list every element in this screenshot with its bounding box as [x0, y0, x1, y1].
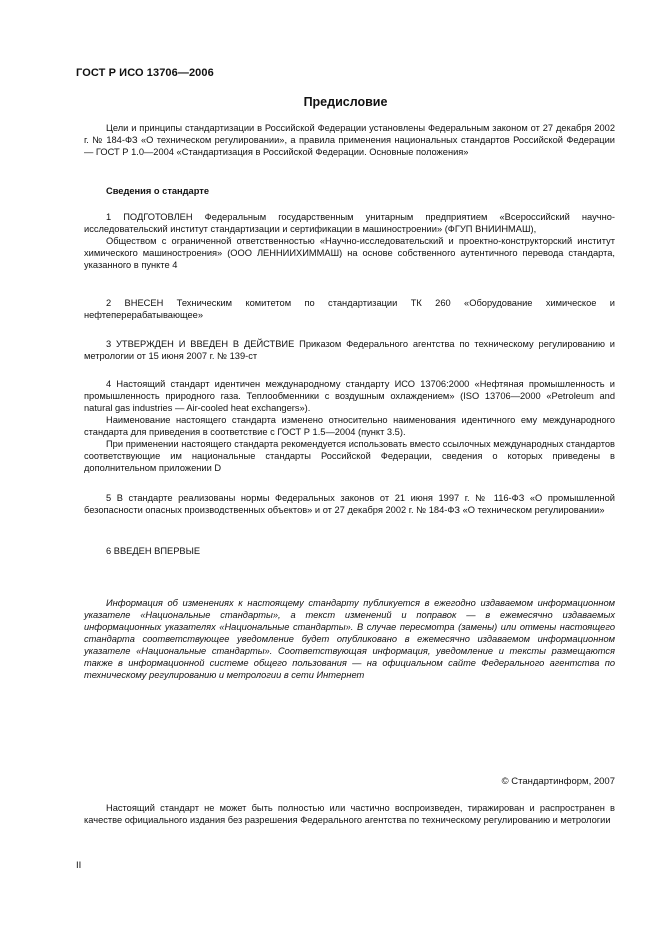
item-4-text: 4 Настоящий стандарт идентичен международному стандарту ИСО 13706:2000 «Нефтяная промышленность и промышленность природного газа. Теплообменники с воздушным охлаждением» (ISO 13706—2000 «Petroleum and natural gas industries — Air-cooled heat exchangers»).: [84, 379, 615, 413]
item-3-text: 3 УТВЕРЖДЕН И ВВЕДЕН В ДЕЙСТВИЕ Приказом Федерального агентства по техническому регулированию и метрологии от 15 июня 2007 г. № 139-ст: [84, 339, 615, 361]
item-5-text: 5 В стандарте реализованы нормы Федеральных законов от 21 июня 1997 г. № 116-ФЗ «О промышленной безопасности опасных производственных объектов» и от 27 декабря 2002 г. № 184-ФЗ «О техническом регулировании»: [84, 493, 615, 515]
item-2-text: 2 ВНЕСЕН Техническим комитетом по стандартизации ТК 260 «Оборудование химическое и нефтеперерабатывающее»: [84, 298, 615, 320]
item-3: [84, 338, 615, 362]
item-4-references-note: При применении настоящего стандарта рекомендуется использовать вместо ссылочных международных стандартов соответствующие им национальные стандарты Российской Федерации, сведения о которых приведены в дополнительном приложении D: [84, 439, 615, 473]
page-title: [0, 95, 661, 109]
copyright: © Стандартинформ, 2007: [501, 776, 615, 787]
page-title-text: Предисловие: [303, 95, 388, 109]
intro-paragraph: [84, 122, 615, 158]
page-number: II: [76, 860, 82, 871]
item-6: [84, 545, 615, 557]
item-4-name-note: Наименование настоящего стандарта изменено относительно наименования идентичного ему международного стандарта для приведения в соответствие с ГОСТ Р 1.5—2004 (пункт 3.5).: [84, 415, 615, 437]
item-2: [84, 297, 615, 321]
section-title: Сведения о стандарте: [106, 186, 210, 196]
item-1: [84, 211, 615, 271]
item-4: [84, 378, 615, 474]
document-code: ГОСТ Р ИСО 13706—2006: [76, 67, 214, 79]
footer-paragraph: [84, 802, 615, 826]
notice-text: Информация об изменениях к настоящему стандарту публикуется в ежегодно издаваемом информационном указателе «Национальные стандарты», а текст изменений и поправок — в ежемесячно издаваемых информационных указателях «Национальные стандарты». В случае пересмотра (замены) или отмены настоящего стандарта соответствующее уведомление будет опубликовано в ежемесячно издаваемом информационном указателе «Национальные стандарты». Соответствующая информация, уведомление и тексты размещаются также в информационной системе общего пользования — на официальном сайте Федерального агентства по техническому регулированию и метрологии в сети Интернет: [84, 598, 615, 680]
notice-paragraph: [84, 597, 615, 681]
item-6-text: 6 ВВЕДЕН ВПЕРВЫЕ: [106, 546, 201, 556]
item-1-text: 1 ПОДГОТОВЛЕН Федеральным государственным унитарным предприятием «Всероссийский научно-исследовательский институт стандартизации и сертификации в машиностроении» (ФГУП ВНИИНМАШ),: [84, 212, 615, 234]
footer-text: Настоящий стандарт не может быть полностью или частично воспроизведен, тиражирован и распространен в качестве официального издания без разрешения Федерального агентства по техническому регулированию и метрологии: [84, 803, 615, 825]
item-5: [84, 492, 615, 516]
intro-text: Цели и принципы стандартизации в Российской Федерации установлены Федеральным законом от 27 декабря 2002 г. № 184-ФЗ «О техническом регулировании», а правила применения национальных стандартов Российской Федерации — ГОСТ Р 1.0—2004 «Стандартизация в Российской Федерации. Основные положения»: [84, 123, 615, 157]
item-1-continued: Обществом с ограниченной ответственностью «Научно-исследовательский и проектно-конструкторский институт химического машиностроения» (ООО ЛЕННИИХИММАШ) на основе собственного аутентичного перевода стандарта, указанного в пункте 4: [84, 236, 615, 270]
